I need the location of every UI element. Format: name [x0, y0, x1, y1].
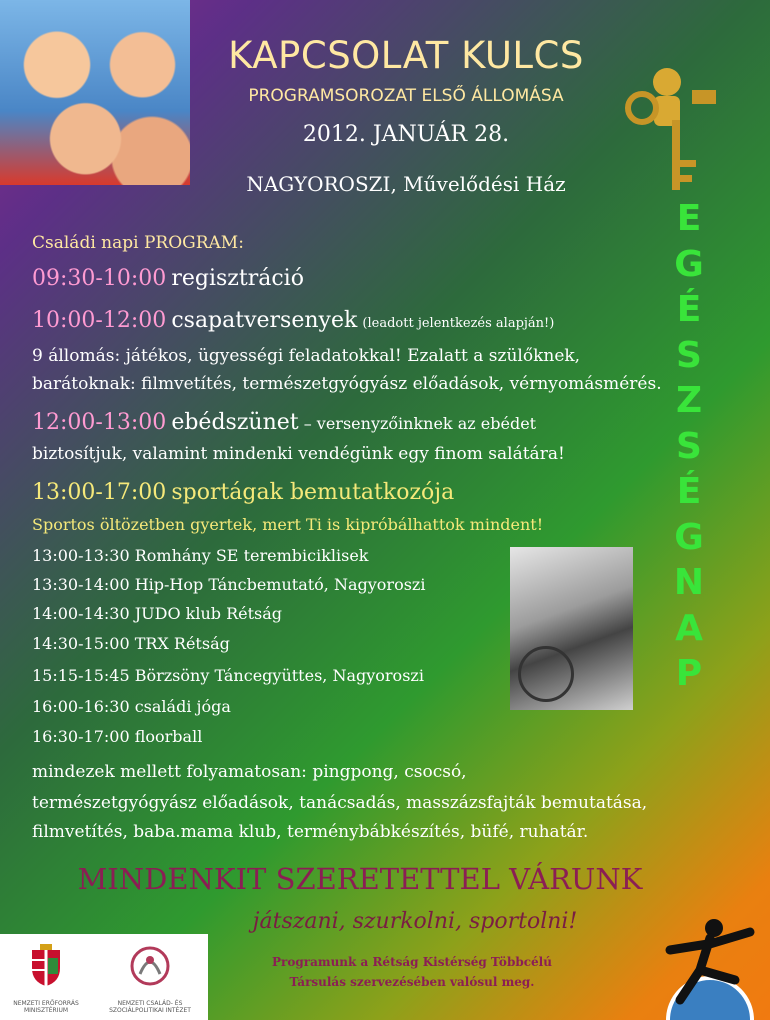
vertical-letter: G [674, 243, 704, 285]
institute-logo [92, 934, 208, 1020]
karate-figure-icon [640, 910, 770, 1020]
vertical-letter: É [676, 289, 702, 330]
vertical-title [662, 196, 716, 697]
program-time: 10:00-12:00 [32, 308, 167, 333]
footnote-line: Programunk a Rétság Kistérség Többcélú [272, 955, 552, 969]
vertical-letter: A [675, 607, 703, 649]
vertical-letter: É [676, 471, 702, 512]
program-label: csapatversenyek [171, 308, 358, 333]
program-note: (leadott jelentkezés alapján!) [362, 316, 555, 331]
event-date: 2012. JANUÁR 28. [302, 122, 510, 147]
schedule-item: 14:30-15:00 TRX Rétság [32, 634, 230, 653]
schedule-item: 14:00-14:30 JUDO klub Rétság [32, 604, 283, 623]
program-item-registration [32, 266, 304, 291]
continuous-text-1: mindezek mellett folyamatosan: pingpong, csocsó, [32, 762, 467, 782]
vertical-letter: G [674, 516, 704, 558]
continuous-text-2: természetgyógyász előadások, tanácsadás, masszázsfajták bemutatása, [32, 793, 648, 813]
schedule-item: 16:00-16:30 családi jóga [32, 697, 231, 716]
lunch-text: – versenyzőinknek az ebédet [298, 414, 537, 433]
key-figure-icon [612, 60, 722, 200]
closing-subline: játszani, szurkolni, sportolni! [252, 909, 578, 934]
program-label: ebédszünet [171, 410, 299, 435]
program-item-sports [32, 480, 454, 505]
program-item-teams [32, 308, 554, 333]
program-time: 13:00-17:00 [32, 480, 167, 505]
program-label: regisztráció [171, 266, 304, 291]
program-item-lunch [32, 410, 536, 435]
logo-text: NEMZETI ERŐFORRÁS MINISZTÉRIUM [13, 999, 79, 1014]
sport-note: Sportos öltözetben gyertek, mert Ti is kipróbálhattok mindent! [32, 515, 544, 534]
program-label: sportágak bemutatkozója [171, 480, 455, 505]
lunch-text-2: biztosítjuk, valamint mindenki vendégünk egy finom salátára! [32, 444, 565, 464]
footnote-line: Társulás szervezésében valósul meg. [289, 975, 535, 989]
stations-text-2: barátoknak: filmvetítés, természetgyógyász előadások, vérnyomásmérés. [32, 374, 662, 394]
vertical-letter: P [675, 653, 703, 694]
page-subtitle: PROGRAMSOROZAT ELSŐ ÁLLOMÁSA [248, 86, 564, 106]
children-photo [0, 0, 190, 185]
logo-text: NEMZETI CSALÁD- ÉS SZOCIÁLPOLITIKAI INTÉZET [109, 999, 191, 1014]
vertical-letter: Z [675, 380, 703, 421]
family-logo-icon [122, 944, 178, 988]
cyclist-photo [510, 547, 633, 710]
schedule-item: 15:15-15:45 Börzsöny Táncegyüttes, Nagyoroszi [32, 666, 424, 685]
organizer-footnote [252, 952, 572, 992]
closing-headline: MINDENKIT SZERETETTEL VÁRUNK [77, 862, 643, 896]
coat-of-arms-icon [26, 944, 66, 988]
program-heading: Családi napi PROGRAM: [32, 233, 244, 253]
stations-text-1: 9 állomás: játékos, ügyességi feladatokkal! Ezalatt a szülőknek, [32, 346, 581, 366]
event-venue: NAGYOROSZI, Művelődési Ház [246, 172, 566, 196]
schedule-item: 13:30-14:00 Hip-Hop Táncbemutató, Nagyoroszi [32, 575, 426, 594]
vertical-letter: S [676, 425, 702, 467]
vertical-letter: S [676, 334, 702, 376]
ministry-logo [0, 934, 92, 1020]
vertical-letter: E [676, 198, 702, 239]
page-title: KAPCSOLAT KULCS [228, 34, 584, 77]
vertical-letter: N [673, 562, 705, 603]
schedule-item: 13:00-13:30 Romhány SE terembiciklisek [32, 546, 369, 565]
schedule-item: 16:30-17:00 floorball [32, 727, 203, 746]
program-time: 09:30-10:00 [32, 266, 167, 291]
program-time: 12:00-13:00 [32, 410, 167, 435]
continuous-text-3: filmvetítés, baba.mama klub, terménybábkészítés, büfé, ruhatár. [32, 822, 589, 842]
